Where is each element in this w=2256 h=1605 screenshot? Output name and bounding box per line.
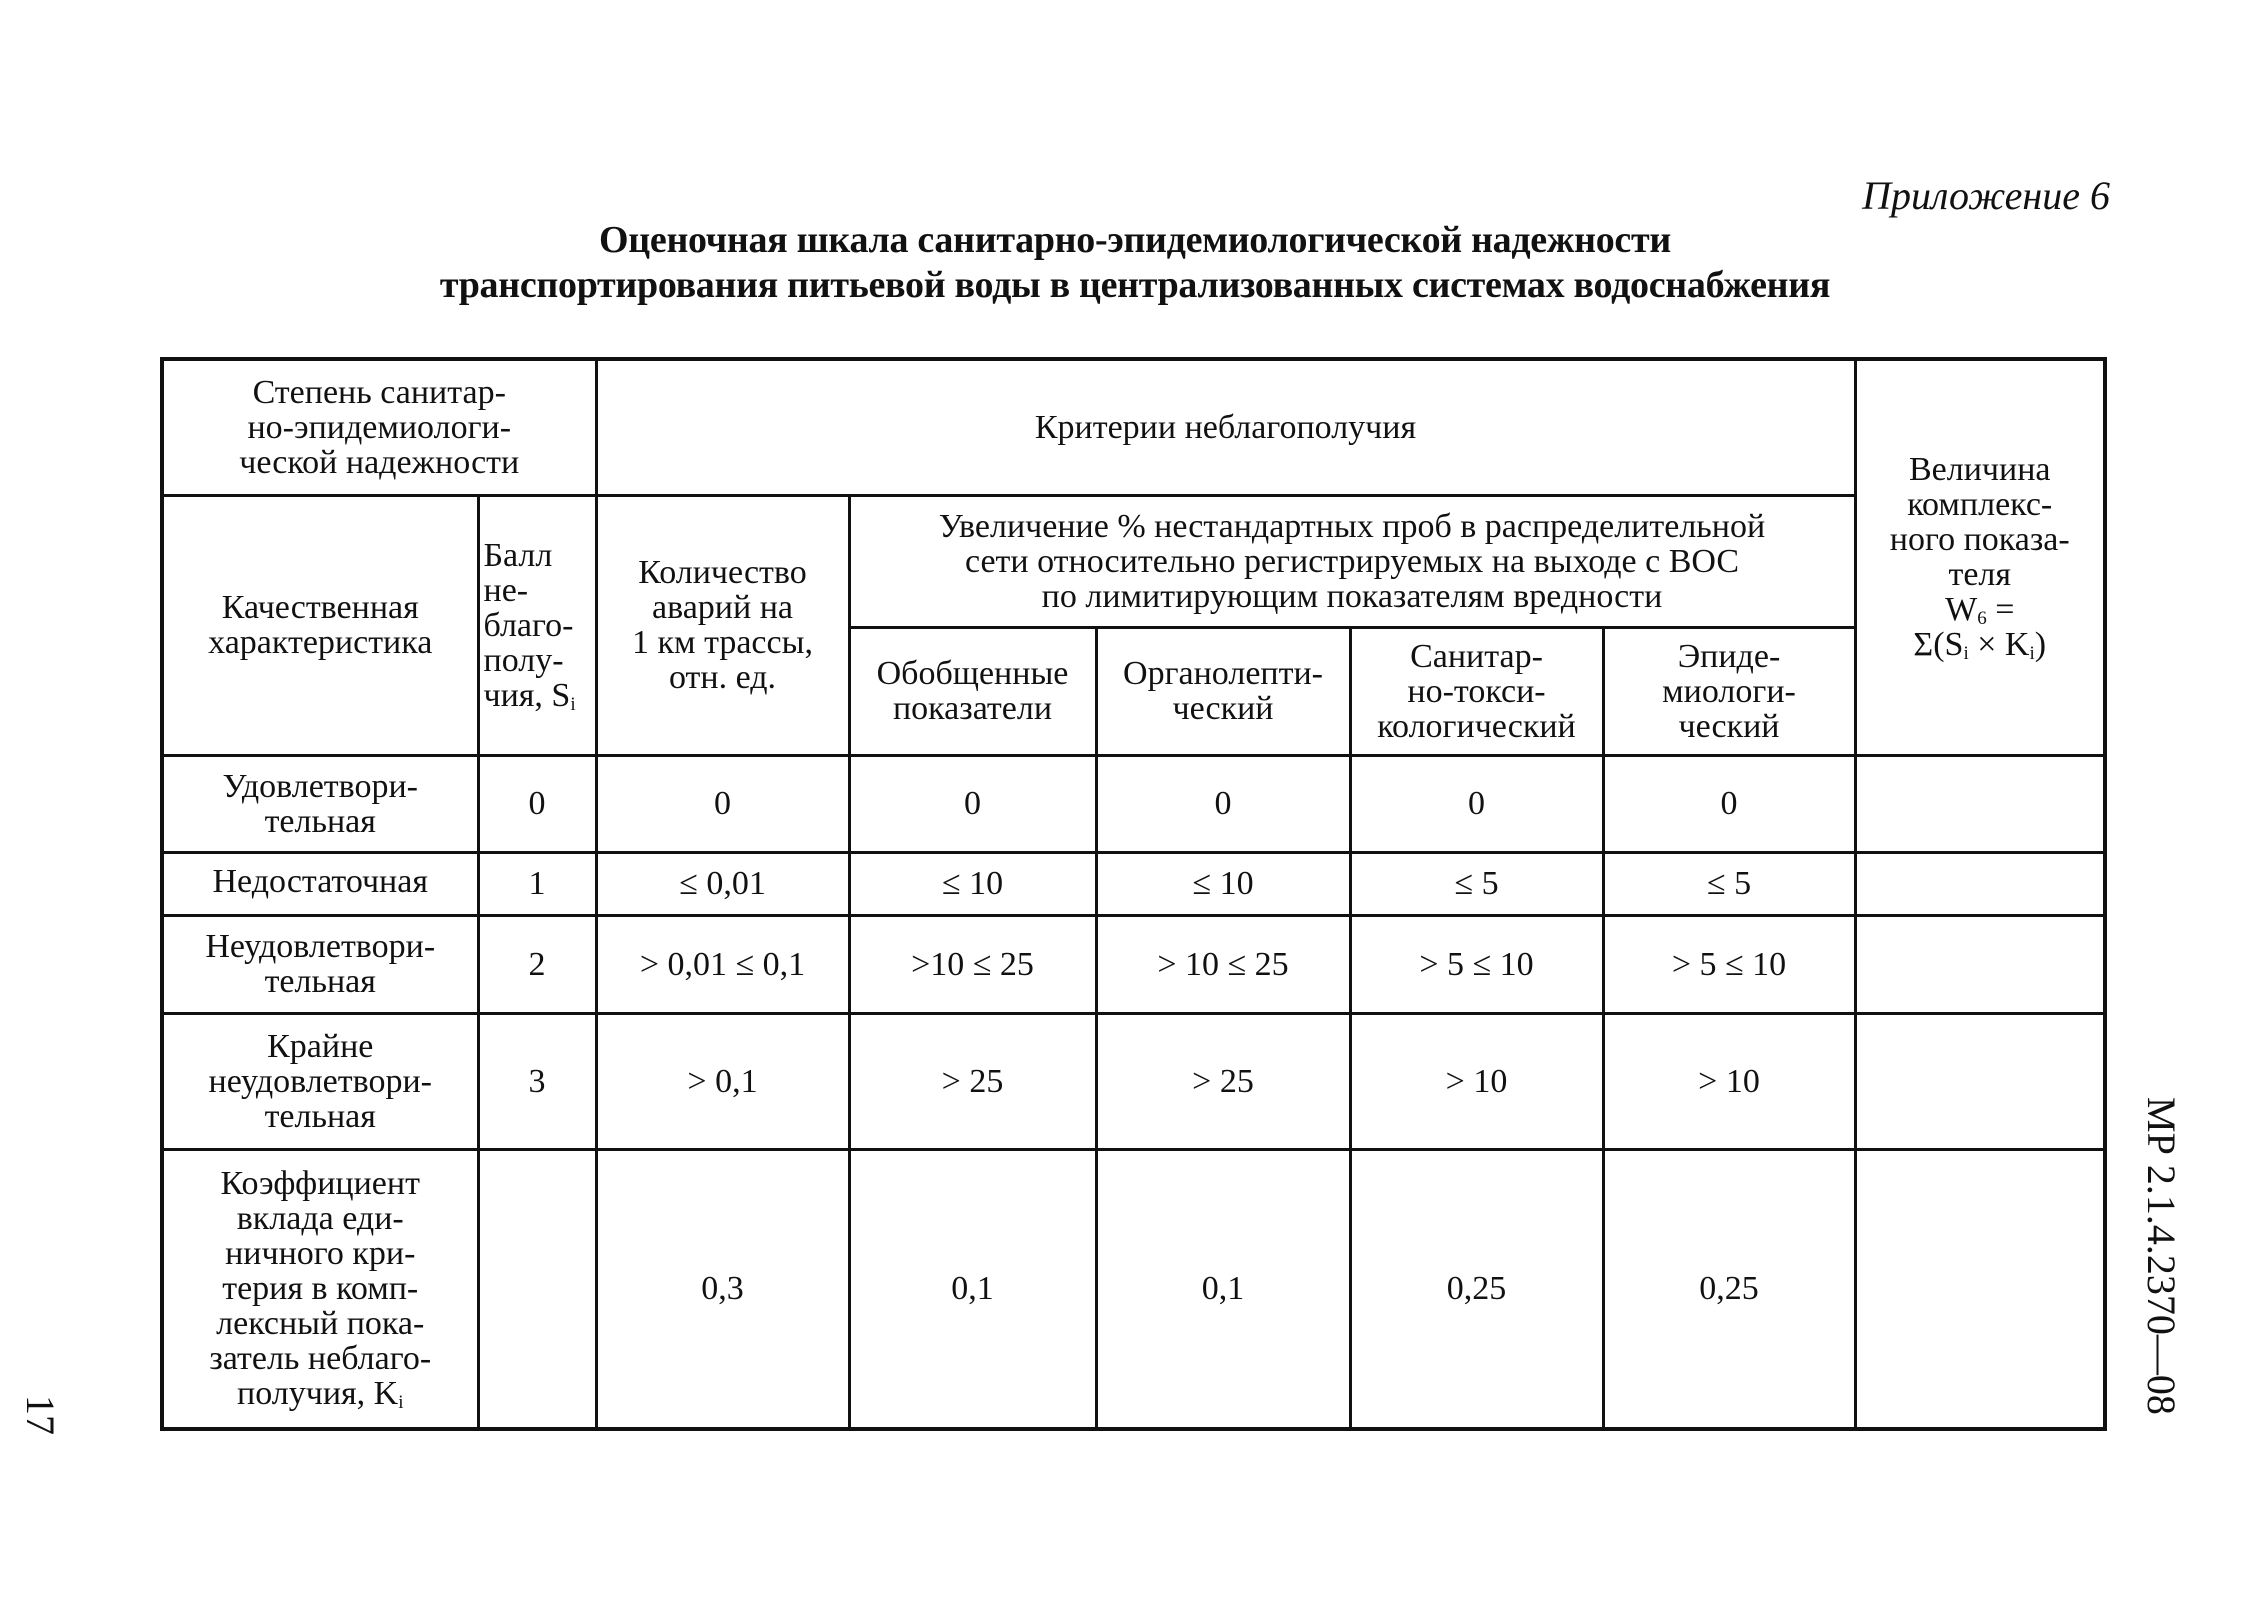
formula-close: ) [2034,626,2047,664]
row-epidemiological: > 5 ≤ 10 [1603,915,1855,1013]
coef-complex-value [1855,1149,2105,1429]
header-quality: Качественная характеристика [162,495,478,755]
document-code: МР 2.1.4.2370—08 [2139,1097,2184,1415]
reliability-scale-table [160,357,2107,1431]
formula-times: × K [1968,626,2030,664]
formula-sum: Σ(S [1913,626,1964,664]
title-line-1: Оценочная шкала санитарно-эпидемиологической надежности [599,219,1671,261]
header-accidents: Количество аварий на 1 км трассы, отн. ед. [596,495,849,755]
header-score-text: Балл не- благо- полу- чия, S [483,536,574,714]
table-row [162,1013,2105,1149]
coef-label-sub: i [398,1392,404,1414]
header-score-sub: i [570,693,576,715]
header-row-1 [162,359,2105,495]
row-quality: Неудовлетвори- тельная [162,915,478,1013]
appendix-label: Приложение 6 [1862,173,2110,218]
page-number-text: 17 [18,1395,63,1435]
coef-epidemiological: 0,25 [1603,1149,1855,1429]
row-sanitary: > 10 [1350,1013,1603,1149]
coef-accidents: 0,3 [596,1149,849,1429]
row-generalized: >10 ≤ 25 [849,915,1096,1013]
row-accidents: > 0,1 [596,1013,849,1149]
row-score: 2 [478,915,596,1013]
header-criteria: Критерии неблагополучия [596,359,1855,495]
row-quality: Недостаточная [162,852,478,915]
formula-w: W [1945,591,1978,629]
coefficient-row [162,1149,2105,1429]
row-accidents: 0 [596,755,849,852]
row-generalized: > 25 [849,1013,1096,1149]
row-sanitary: > 5 ≤ 10 [1350,915,1603,1013]
row-sanitary: ≤ 5 [1350,852,1603,915]
row-accidents: ≤ 0,01 [596,852,849,915]
row-accidents: > 0,01 ≤ 0,1 [596,915,849,1013]
row-score: 3 [478,1013,596,1149]
row-organoleptic: ≤ 10 [1096,852,1350,915]
row-complex-value [1855,852,2105,915]
header-generalized: Обобщенные показатели [849,627,1096,755]
header-degree: Степень санитар- но-эпидемиологи- ческой надежности [162,359,596,495]
header-increase: Увеличение % нестандартных проб в распределительной сети относительно регистрируемых на выходе с ВОС по лимитирующим показателям вредности [849,495,1855,627]
table-row [162,755,2105,852]
row-sanitary: 0 [1350,755,1603,852]
page-number [17,1395,64,1435]
title-line-2: транспортирования питьевой воды в централизованных системах водоснабжения [439,264,1831,306]
coef-label [162,1149,478,1429]
row-epidemiological: ≤ 5 [1603,852,1855,915]
header-epidemiological: Эпиде- миологи- ческий [1603,627,1855,755]
row-generalized: 0 [849,755,1096,852]
row-organoleptic: > 10 ≤ 25 [1096,915,1350,1013]
header-organoleptic: Органолепти- ческий [1096,627,1350,755]
header-complex-value [1855,359,2105,755]
header-complex-value-formula-sum [1861,626,2100,665]
header-complex-value-text: Величина комплекс- ного показа- теля [1889,451,2070,594]
row-generalized: ≤ 10 [849,852,1096,915]
row-complex-value [1855,755,2105,852]
coef-generalized: 0,1 [849,1149,1096,1429]
row-complex-value [1855,915,2105,1013]
document-title [300,218,1970,308]
coef-score [478,1149,596,1429]
formula-w-sub: 6 [1977,608,1987,630]
formula-eq: = [1986,591,2015,629]
header-row-2 [162,495,2105,627]
coef-sanitary: 0,25 [1350,1149,1603,1429]
row-complex-value [1855,1013,2105,1149]
formula-sub-i2: i [2029,643,2035,665]
row-epidemiological: > 10 [1603,1013,1855,1149]
table-row [162,852,2105,915]
table-row [162,915,2105,1013]
header-complex-value-formula-w [1861,591,2100,630]
coef-organoleptic: 0,1 [1096,1149,1350,1429]
header-score [478,495,596,755]
row-organoleptic: 0 [1096,755,1350,852]
row-score: 0 [478,755,596,852]
header-sanitary-toxicological: Санитар- но-токси- кологический [1350,627,1603,755]
row-organoleptic: > 25 [1096,1013,1350,1149]
formula-sub-i1: i [1963,643,1969,665]
row-quality: Удовлетвори- тельная [162,755,478,852]
coef-label-text: Коэффициент вклада еди- ничного кри- терия в комп- лексный пока- затель неблаго- получия, K [209,1165,432,1413]
row-epidemiological: 0 [1603,755,1855,852]
row-score: 1 [478,852,596,915]
row-quality: Крайне неудовлетвори- тельная [162,1013,478,1149]
